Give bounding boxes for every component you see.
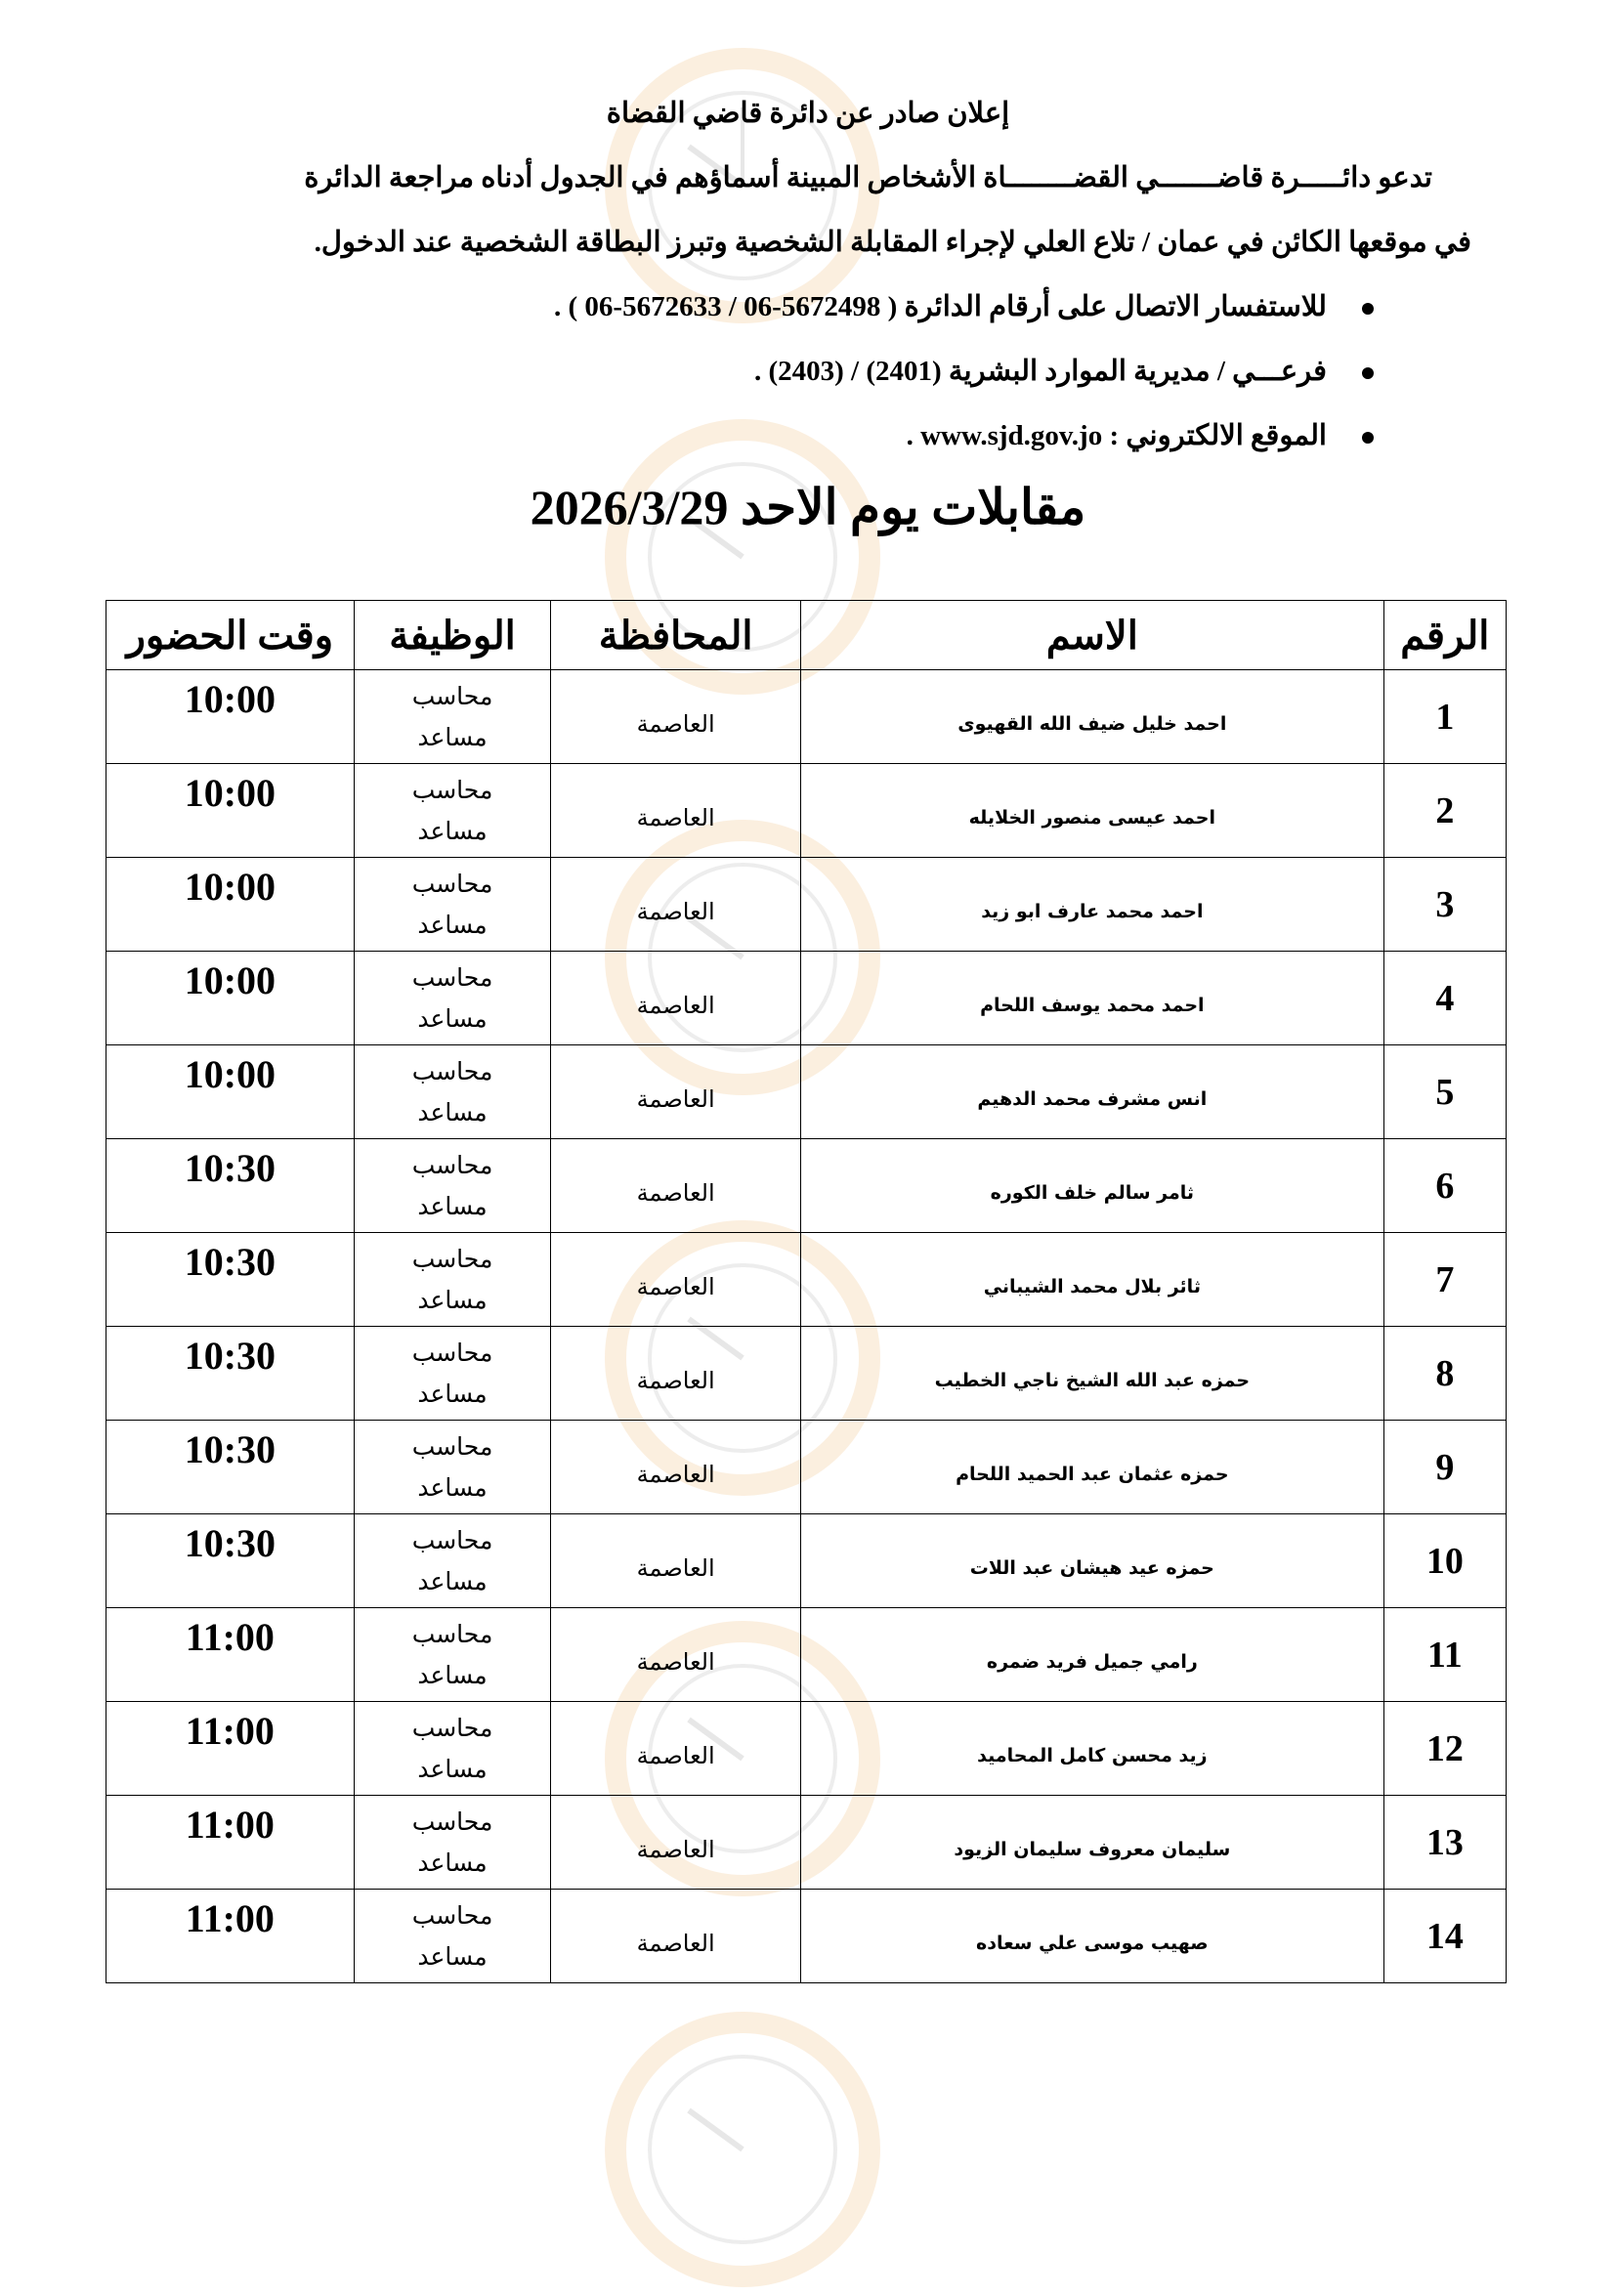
- bullet-text-extension: فرعـــي / مديرية الموارد البشرية (2401) / (2403) .: [753, 356, 1327, 387]
- row-name-cell: [801, 1890, 1384, 1983]
- row-number: 14: [1383, 1890, 1506, 1983]
- row-name-cell: [801, 858, 1384, 952]
- row-number: 13: [1383, 1796, 1506, 1890]
- row-time: 11:00: [106, 1796, 355, 1890]
- row-number: 4: [1383, 952, 1506, 1045]
- row-governorate: العاصمة: [636, 991, 715, 1019]
- row-job-cell: [354, 764, 551, 858]
- row-job-cell: [354, 1890, 551, 1983]
- table-row: [106, 1514, 1507, 1608]
- row-job-line-1: محاسب: [411, 1525, 493, 1554]
- row-governorate-cell: [551, 1139, 801, 1233]
- table-row: [106, 1139, 1507, 1233]
- row-job-line-1: محاسب: [411, 962, 493, 992]
- row-governorate: العاصمة: [636, 1272, 715, 1300]
- row-time: 10:30: [106, 1514, 355, 1608]
- table-row: [106, 1702, 1507, 1796]
- column-header-time: وقت الحضور: [106, 601, 355, 670]
- row-name-cell: [801, 1327, 1384, 1421]
- row-name: احمد محمد عارف ابو زيد: [981, 900, 1204, 922]
- row-job-cell: [354, 1421, 551, 1514]
- table-row: [106, 858, 1507, 952]
- row-job-line-2: مساعد: [417, 1848, 488, 1877]
- row-job-line-2: مساعد: [417, 1754, 488, 1783]
- row-job-line-2: مساعد: [417, 1379, 488, 1408]
- bullet-item-extension: [754, 354, 1327, 388]
- row-name: ثائر بلال محمد الشيباني: [983, 1275, 1201, 1297]
- bullet-item-website: [907, 418, 1327, 452]
- row-governorate: العاصمة: [636, 1178, 715, 1207]
- table-row: [106, 1890, 1507, 1983]
- row-job-line-1: محاسب: [411, 1150, 493, 1179]
- row-governorate: العاصمة: [636, 1460, 715, 1488]
- section-title: مقابلات يوم الاحد 2026/3/29: [530, 480, 1086, 534]
- row-number: 7: [1383, 1233, 1506, 1327]
- row-time: 10:00: [106, 952, 355, 1045]
- row-number: 12: [1383, 1702, 1506, 1796]
- row-name-cell: [801, 1421, 1384, 1514]
- row-number: 6: [1383, 1139, 1506, 1233]
- row-name: صهيب موسى علي سعاده: [975, 1932, 1209, 1954]
- row-number: 8: [1383, 1327, 1506, 1421]
- bullet-icon: [1362, 367, 1374, 379]
- row-time: 10:30: [106, 1421, 355, 1514]
- row-name: انس مشرف محمد الدهيم: [977, 1087, 1208, 1110]
- row-name-cell: [801, 670, 1384, 764]
- table-row: [106, 670, 1507, 764]
- row-job-cell: [354, 1327, 551, 1421]
- intro-line-1: تدعو دائـــــرة قاضـــــــي القضــــــــاة الأشخاص المبينة أسماؤهم في الجدول أدناه مراجعة الدائرة: [304, 162, 1432, 193]
- table-row: [106, 764, 1507, 858]
- row-time: 11:00: [106, 1608, 355, 1702]
- row-job-line-2: مساعد: [417, 1097, 488, 1127]
- row-name-cell: [801, 1233, 1384, 1327]
- row-job-line-1: محاسب: [411, 1431, 493, 1461]
- table-row: [106, 1233, 1507, 1327]
- row-governorate-cell: [551, 1514, 801, 1608]
- row-name: ثامر سالم خلف الكوره: [990, 1181, 1195, 1204]
- bullet-text-phone: للاستفسار الاتصال على أرقام الدائرة ( 5672498-06 / 5672633-06 ) .: [553, 291, 1327, 322]
- row-name: سليمان معروف سليمان الزيود: [954, 1838, 1231, 1860]
- table-row: [106, 952, 1507, 1045]
- row-governorate: العاصمة: [636, 1084, 715, 1113]
- row-governorate: العاصمة: [636, 803, 715, 831]
- row-job-line-2: مساعد: [417, 1941, 488, 1971]
- row-time: 10:30: [106, 1233, 355, 1327]
- row-name-cell: [801, 1139, 1384, 1233]
- row-name-cell: [801, 1702, 1384, 1796]
- row-job-line-1: محاسب: [411, 1807, 493, 1836]
- row-governorate-cell: [551, 670, 801, 764]
- announcement-title: إعلان صادر عن دائرة قاضي القضاة: [606, 98, 1010, 129]
- table-row: [106, 1796, 1507, 1890]
- row-number: 3: [1383, 858, 1506, 952]
- row-time: 10:30: [106, 1139, 355, 1233]
- table-row: [106, 1608, 1507, 1702]
- row-governorate-cell: [551, 1327, 801, 1421]
- row-governorate-cell: [551, 1796, 801, 1890]
- column-header-governorate: المحافظة: [551, 601, 801, 670]
- row-job-line-1: محاسب: [411, 681, 493, 710]
- row-job-line-2: مساعد: [417, 910, 488, 939]
- row-time: 11:00: [106, 1702, 355, 1796]
- row-governorate-cell: [551, 1233, 801, 1327]
- bullet-text-website: الموقع الالكتروني : www.sjd.gov.jo .: [906, 420, 1327, 451]
- row-number: 5: [1383, 1045, 1506, 1139]
- bullet-icon: [1362, 303, 1374, 315]
- row-job-line-2: مساعد: [417, 1660, 488, 1689]
- row-governorate-cell: [551, 1702, 801, 1796]
- row-name: حمزه عبد الله الشيخ ناجي الخطيب: [934, 1369, 1251, 1391]
- row-job-cell: [354, 1514, 551, 1608]
- row-governorate-cell: [551, 1045, 801, 1139]
- table-row: [106, 1421, 1507, 1514]
- row-name: حمزه عثمان عبد الحميد اللحام: [956, 1463, 1229, 1485]
- row-governorate-cell: [551, 952, 801, 1045]
- row-job-line-2: مساعد: [417, 1566, 488, 1595]
- row-job-cell: [354, 670, 551, 764]
- row-job-line-1: محاسب: [411, 1713, 493, 1742]
- row-number: 11: [1383, 1608, 1506, 1702]
- row-name-cell: [801, 1514, 1384, 1608]
- column-header-number: الرقم: [1383, 601, 1506, 670]
- row-governorate-cell: [551, 858, 801, 952]
- row-governorate: العاصمة: [636, 1929, 715, 1957]
- row-job-cell: [354, 1608, 551, 1702]
- watermark-logo: [596, 2003, 889, 2296]
- row-number: 9: [1383, 1421, 1506, 1514]
- bullet-icon: [1362, 432, 1374, 444]
- row-time: 10:30: [106, 1327, 355, 1421]
- row-governorate-cell: [551, 1421, 801, 1514]
- row-governorate-cell: [551, 764, 801, 858]
- row-job-line-1: محاسب: [411, 775, 493, 804]
- row-job-line-2: مساعد: [417, 1472, 488, 1502]
- row-job-cell: [354, 1796, 551, 1890]
- row-name-cell: [801, 1045, 1384, 1139]
- row-time: 11:00: [106, 1890, 355, 1983]
- row-name: رامي جميل فريد ضمره: [986, 1650, 1198, 1673]
- row-job-line-2: مساعد: [417, 722, 488, 751]
- table-row: [106, 1327, 1507, 1421]
- row-governorate: العاصمة: [636, 1553, 715, 1582]
- table-row: [106, 1045, 1507, 1139]
- row-job-cell: [354, 1045, 551, 1139]
- row-name: احمد خليل ضيف الله القهيوى: [957, 712, 1227, 735]
- row-governorate: العاصمة: [636, 1741, 715, 1769]
- row-name-cell: [801, 764, 1384, 858]
- row-job-line-1: محاسب: [411, 1244, 493, 1273]
- row-job-line-2: مساعد: [417, 816, 488, 845]
- row-job-cell: [354, 1702, 551, 1796]
- row-job-cell: [354, 952, 551, 1045]
- row-time: 10:00: [106, 1045, 355, 1139]
- row-number: 2: [1383, 764, 1506, 858]
- row-name: زيد محسن كامل المحاميد: [977, 1744, 1208, 1766]
- table-header-row: [106, 601, 1507, 670]
- row-job-line-1: محاسب: [411, 1619, 493, 1648]
- row-governorate: العاصمة: [636, 709, 715, 738]
- row-name: حمزه عيد هيشان عبد اللات: [969, 1556, 1214, 1579]
- row-number: 1: [1383, 670, 1506, 764]
- row-job-line-2: مساعد: [417, 1191, 488, 1220]
- row-job-line-1: محاسب: [411, 1056, 493, 1085]
- row-governorate: العاصمة: [636, 1647, 715, 1676]
- row-governorate: العاصمة: [636, 1366, 715, 1394]
- row-name-cell: [801, 952, 1384, 1045]
- row-job-cell: [354, 858, 551, 952]
- row-job-cell: [354, 1139, 551, 1233]
- row-job-line-1: محاسب: [411, 869, 493, 898]
- row-governorate: العاصمة: [636, 897, 715, 925]
- bullet-item-phone: [554, 289, 1327, 323]
- row-governorate: العاصمة: [636, 1835, 715, 1863]
- intro-line-2: في موقعها الكائن في عمان / تلاع العلي لإجراء المقابلة الشخصية وتبرز البطاقة الشخصية عند الدخول.: [314, 227, 1471, 258]
- row-job-line-1: محاسب: [411, 1338, 493, 1367]
- interview-table: [106, 600, 1507, 1983]
- row-governorate-cell: [551, 1890, 801, 1983]
- row-time: 10:00: [106, 670, 355, 764]
- row-number: 10: [1383, 1514, 1506, 1608]
- row-job-cell: [354, 1233, 551, 1327]
- row-time: 10:00: [106, 764, 355, 858]
- row-name-cell: [801, 1608, 1384, 1702]
- column-header-job: الوظيفة: [354, 601, 551, 670]
- row-name-cell: [801, 1796, 1384, 1890]
- row-governorate-cell: [551, 1608, 801, 1702]
- row-job-line-2: مساعد: [417, 1285, 488, 1314]
- row-time: 10:00: [106, 858, 355, 952]
- row-name: احمد عيسى منصور الخلايله: [968, 806, 1215, 829]
- row-job-line-1: محاسب: [411, 1900, 493, 1930]
- row-name: احمد محمد يوسف اللحام: [980, 994, 1205, 1016]
- table-body: [106, 670, 1507, 1983]
- row-job-line-2: مساعد: [417, 1003, 488, 1033]
- column-header-name: الاسم: [801, 601, 1384, 670]
